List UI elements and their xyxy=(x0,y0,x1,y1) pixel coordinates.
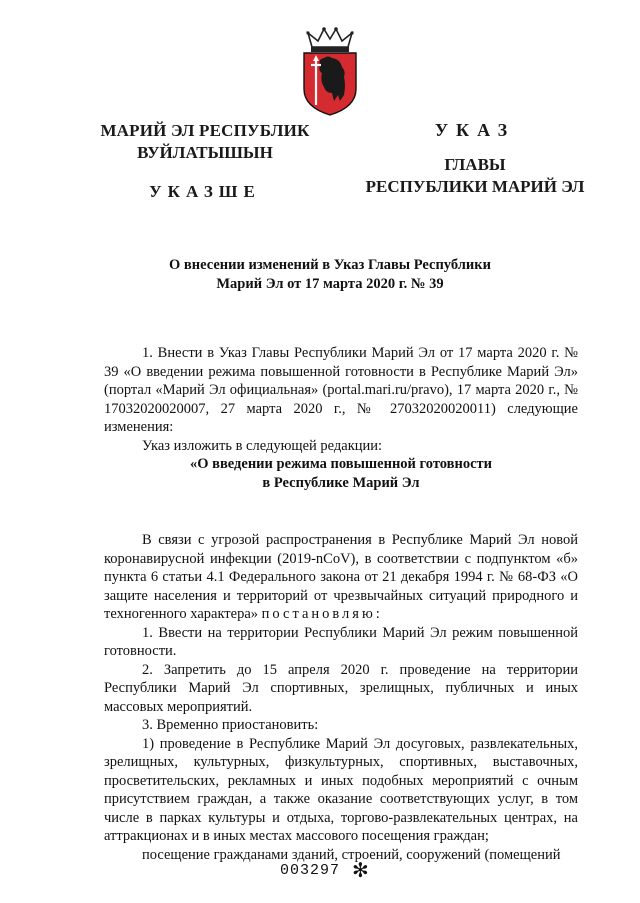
title-line2: Марий Эл от 17 марта 2020 г. № 39 xyxy=(216,276,444,292)
document-title xyxy=(150,256,510,294)
section-2 xyxy=(104,531,578,864)
right-header-line1: УКАЗ xyxy=(434,120,516,140)
left-header xyxy=(90,120,320,202)
left-header-line3: УКАЗШЕ xyxy=(149,182,261,201)
quoted-title-line1: «О введении режима повышенной готовности xyxy=(189,456,492,472)
item-3-2: посещение гражданами зданий, строений, сооружений (помещений xyxy=(142,846,561,863)
left-header-line1: МАРИЙ ЭЛ РЕСПУБЛИК xyxy=(100,121,310,140)
asterisk-mark: ✻ xyxy=(352,858,369,882)
decree-word: постановляю: xyxy=(261,606,383,622)
intro-text: В связи с угрозой распространения в Республике Марий Эл новой коронавирусной инфекции (2019-nCoV), в соответствии с подпунктом «б» пункта 6 статьи 4.1 Федерального закона от 21 декабря 1994 г. № 68-ФЗ «О защите населения и территорий от чрезвычайных ситуаций природного и техногенного характера» xyxy=(104,532,578,622)
left-header-line2: ВУЙЛАТЫШЫН xyxy=(137,143,273,162)
item-3-1: 1) проведение в Республике Марий Эл досуговых, развлекательных, зрелищных, культурных, физкультурных, спортивных, выставочных, просветительских, рекламных и иных подобных мероприятий с очным присутствием граждан, а также оказание соответствующих услуг, в том числе в парках культуры и отдыха, торгово-развлекательных центрах, на аттракционах и в иных местах массового посещения граждан; xyxy=(104,735,578,844)
paragraph-edition: Указ изложить в следующей редакции: xyxy=(142,437,383,454)
document-number: 003297 xyxy=(280,862,341,879)
item-1: 1. Ввести на территории Республики Марий Эл режим повышенной готовности. xyxy=(104,624,578,659)
coat-of-arms-bear-icon xyxy=(298,25,362,117)
paragraph-amendment: 1. Внести в Указ Главы Республики Марий Эл от 17 марта 2020 г. № 39 «О введении режима повышенной готовности в Республике Марий Эл» (портал «Марий Эл официальная» (portal.mari.ru/pravo), 17 марта 2020 г., № 17032020020007, 27 марта 2020 г., № 27032020020011) следующие изменения: xyxy=(104,345,578,435)
item-3: 3. Временно приостановить: xyxy=(142,717,319,733)
right-header xyxy=(360,118,590,198)
item-2: 2. Запретить до 15 апреля 2020 г. проведение на территории Республики Марий Эл спортивных, зрелищных, публичных и иных массовых мероприятий. xyxy=(104,661,578,715)
section-1 xyxy=(104,344,578,492)
right-header-line3: РЕСПУБЛИКИ МАРИЙ ЭЛ xyxy=(365,177,585,196)
title-line1: О внесении изменений в Указ Главы Республики xyxy=(169,257,491,273)
paragraph-intro xyxy=(104,531,578,624)
quoted-title-line2: в Республике Марий Эл xyxy=(262,474,420,491)
right-header-line2: ГЛАВЫ xyxy=(444,155,506,174)
